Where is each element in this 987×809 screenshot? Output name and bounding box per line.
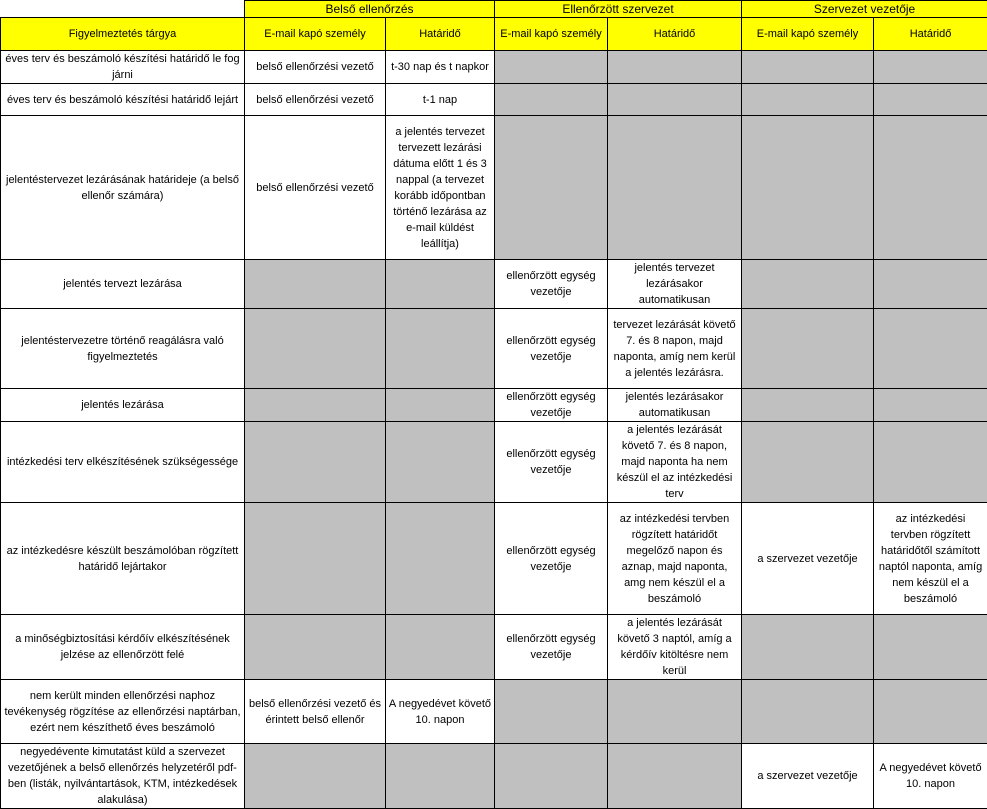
table-row <box>1 51 987 84</box>
column-header-row <box>1 18 987 51</box>
internal-audit-deadline-cell <box>386 422 495 503</box>
org-head-recipient-cell <box>742 116 874 260</box>
audited-org-deadline-cell <box>608 84 742 116</box>
group-header-internal-audit: Belső ellenőrzés <box>245 1 495 18</box>
internal-audit-deadline-cell <box>386 744 495 809</box>
org-head-recipient-cell <box>742 615 874 680</box>
internal-audit-deadline-cell: A negyedévet követő 10. napon <box>386 680 495 744</box>
audited-org-recipient-cell: ellenőrzött egység vezetője <box>495 260 608 309</box>
audited-org-deadline-cell: jelentés tervezet lezárásakor automatikusan <box>608 260 742 309</box>
internal-audit-deadline-cell: t-1 nap <box>386 84 495 116</box>
table-row <box>1 84 987 116</box>
org-head-deadline-cell <box>874 51 987 84</box>
org-head-recipient-cell <box>742 680 874 744</box>
column-header-deadline: Határidő <box>608 18 742 51</box>
internal-audit-recipient-cell <box>245 744 386 809</box>
internal-audit-recipient-cell <box>245 389 386 422</box>
audited-org-recipient-cell <box>495 116 608 260</box>
org-head-deadline-cell: az intézkedési tervben rögzített határidőtől számított naptól naponta, amíg nem készül el a beszámoló <box>874 503 987 615</box>
column-header-recipient: E-mail kapó személy <box>742 18 874 51</box>
internal-audit-recipient-cell: belső ellenőrzési vezető <box>245 84 386 116</box>
audited-org-deadline-cell <box>608 680 742 744</box>
internal-audit-deadline-cell <box>386 615 495 680</box>
internal-audit-deadline-cell: t-30 nap és t napkor <box>386 51 495 84</box>
table-row <box>1 260 987 309</box>
org-head-recipient-cell <box>742 51 874 84</box>
table-row <box>1 309 987 389</box>
audited-org-recipient-cell: ellenőrzött egység vezetője <box>495 422 608 503</box>
column-header-deadline: Határidő <box>874 18 987 51</box>
audited-org-deadline-cell: tervezet lezárását követő 7. és 8 napon, majd naponta, amíg nem kerül a jelentés lezárásra. <box>608 309 742 389</box>
group-header-audited-organization: Ellenőrzött szervezet <box>495 1 742 18</box>
audited-org-deadline-cell: a jelentés lezárását követő 3 naptól, amíg a kérdőív kitöltésre nem kerül <box>608 615 742 680</box>
subject-cell: jelentéstervezet lezárásának határideje (a belső ellenőr számára) <box>1 116 245 260</box>
internal-audit-deadline-cell <box>386 260 495 309</box>
audited-org-deadline-cell <box>608 116 742 260</box>
subject-cell: intézkedési terv elkészítésének szükségessége <box>1 422 245 503</box>
internal-audit-deadline-cell <box>386 503 495 615</box>
table-row <box>1 422 987 503</box>
org-head-deadline-cell <box>874 309 987 389</box>
audited-org-deadline-cell: jelentés lezárásakor automatikusan <box>608 389 742 422</box>
org-head-recipient-cell <box>742 309 874 389</box>
subject-cell: éves terv és beszámoló készítési határidő lejárt <box>1 84 245 116</box>
audited-org-deadline-cell: a jelentés lezárását követő 7. és 8 napon, majd naponta ha nem készül el az intézkedési terv <box>608 422 742 503</box>
table-row <box>1 744 987 809</box>
internal-audit-deadline-cell <box>386 309 495 389</box>
org-head-recipient-cell <box>742 260 874 309</box>
audited-org-recipient-cell <box>495 680 608 744</box>
audited-org-recipient-cell: ellenőrzött egység vezetője <box>495 503 608 615</box>
column-header-recipient: E-mail kapó személy <box>245 18 386 51</box>
subject-cell: az intézkedésre készült beszámolóban rögzített határidő lejártakor <box>1 503 245 615</box>
subject-cell: jelentés lezárása <box>1 389 245 422</box>
subject-cell: a minőségbiztosítási kérdőív elkészítésének jelzése az ellenőrzött felé <box>1 615 245 680</box>
group-header-row <box>1 1 987 18</box>
audited-org-recipient-cell: ellenőrzött egység vezetője <box>495 615 608 680</box>
table-row <box>1 503 987 615</box>
audited-org-deadline-cell: az intézkedési tervben rögzített határidőt megelőző napon és aznap, majd naponta, amg nem készül el a beszámoló <box>608 503 742 615</box>
group-header-organization-head: Szervezet vezetője <box>742 1 987 18</box>
column-header-recipient: E-mail kapó személy <box>495 18 608 51</box>
org-head-deadline-cell: A negyedévet követő 10. napon <box>874 744 987 809</box>
table-row <box>1 116 987 260</box>
table-row <box>1 389 987 422</box>
internal-audit-deadline-cell: a jelentés tervezet tervezett lezárási dátuma előtt 1 és 3 nappal (a tervezet korább időpontban történő lezárása az e-mail küldést leállítja) <box>386 116 495 260</box>
internal-audit-recipient-cell: belső ellenőrzési vezető <box>245 116 386 260</box>
org-head-recipient-cell: a szervezet vezetője <box>742 503 874 615</box>
table-body <box>1 51 987 809</box>
org-head-recipient-cell <box>742 84 874 116</box>
column-header-subject: Figyelmeztetés tárgya <box>1 18 245 51</box>
org-head-deadline-cell <box>874 84 987 116</box>
internal-audit-recipient-cell <box>245 260 386 309</box>
org-head-recipient-cell <box>742 422 874 503</box>
audited-org-recipient-cell <box>495 51 608 84</box>
audited-org-recipient-cell: ellenőrzött egység vezetője <box>495 389 608 422</box>
subject-cell: negyedévente kimutatást küld a szervezet vezetőjének a belső ellenőrzés helyzetéről pdf-ben (listák, nyilvántartások, KTM, intézkedések alakulása) <box>1 744 245 809</box>
table-row <box>1 680 987 744</box>
org-head-recipient-cell: a szervezet vezetője <box>742 744 874 809</box>
org-head-deadline-cell <box>874 615 987 680</box>
org-head-recipient-cell <box>742 389 874 422</box>
internal-audit-recipient-cell: belső ellenőrzési vezető és érintett belső ellenőr <box>245 680 386 744</box>
subject-cell: nem került minden ellenőrzési naphoz tevékenység rögzítése az ellenőrzési naptárban, ezért nem készíthető éves beszámoló <box>1 680 245 744</box>
internal-audit-recipient-cell <box>245 503 386 615</box>
audited-org-deadline-cell <box>608 744 742 809</box>
internal-audit-recipient-cell <box>245 422 386 503</box>
internal-audit-recipient-cell: belső ellenőrzési vezető <box>245 51 386 84</box>
org-head-deadline-cell <box>874 680 987 744</box>
empty-corner-cell <box>1 1 245 18</box>
internal-audit-recipient-cell <box>245 615 386 680</box>
audited-org-recipient-cell <box>495 744 608 809</box>
audited-org-deadline-cell <box>608 51 742 84</box>
internal-audit-deadline-cell <box>386 389 495 422</box>
subject-cell: jelentéstervezetre történő reagálásra való figyelmeztetés <box>1 309 245 389</box>
audited-org-recipient-cell: ellenőrzött egység vezetője <box>495 309 608 389</box>
org-head-deadline-cell <box>874 422 987 503</box>
internal-audit-recipient-cell <box>245 309 386 389</box>
org-head-deadline-cell <box>874 116 987 260</box>
table-row <box>1 615 987 680</box>
org-head-deadline-cell <box>874 389 987 422</box>
subject-cell: jelentés tervezt lezárása <box>1 260 245 309</box>
audited-org-recipient-cell <box>495 84 608 116</box>
column-header-deadline: Határidő <box>386 18 495 51</box>
org-head-deadline-cell <box>874 260 987 309</box>
subject-cell: éves terv és beszámoló készítési határidő le fog járni <box>1 51 245 84</box>
